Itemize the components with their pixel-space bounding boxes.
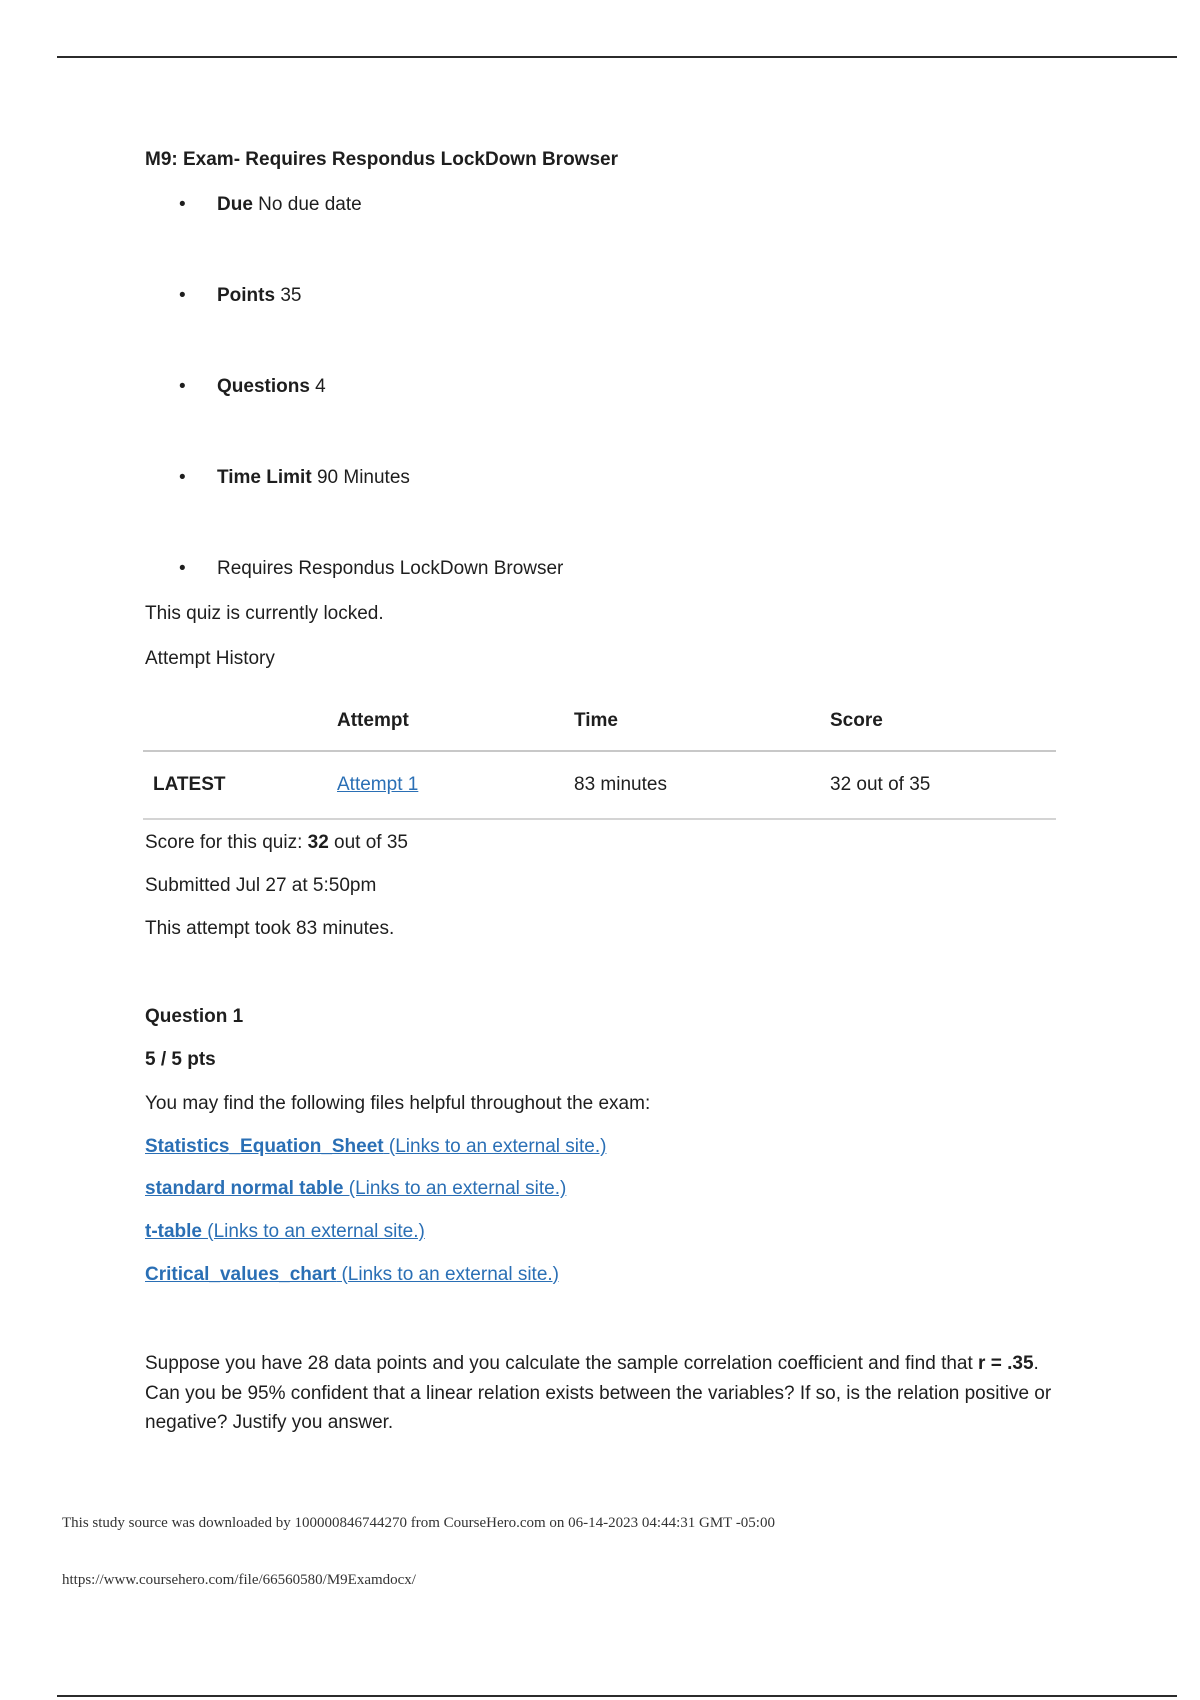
resource-name: Statistics_Equation_Sheet (145, 1135, 384, 1157)
download-notice: This study source was downloaded by 100000846744270 from CourseHero.com on 06-14-2023 04:44:31 GMT -05:00 (62, 1515, 775, 1531)
detail-value: 90 Minutes (311, 466, 410, 488)
resource-link-critical-values[interactable] (145, 1264, 559, 1285)
attempt-history-table (143, 692, 1056, 820)
attempt-duration: This attempt took 83 minutes. (145, 918, 395, 940)
resource-link-equation-sheet[interactable] (145, 1136, 606, 1157)
attempt-cell (327, 751, 564, 819)
header-cell-score: Score (820, 692, 1056, 751)
resource-item (145, 1262, 1075, 1288)
quiz-details-list (145, 192, 1075, 584)
score-suffix: out of 35 (328, 831, 408, 853)
score-value: 32 (307, 831, 329, 853)
header-cell-blank (143, 692, 327, 751)
detail-value: Requires Respondus LockDown Browser (217, 557, 564, 579)
question-intro: You may find the following files helpful throughout the exam: (145, 1093, 651, 1115)
resource-name: standard normal table (145, 1178, 344, 1200)
submitted-time: Submitted Jul 27 at 5:50pm (145, 874, 377, 896)
detail-lockdown (145, 556, 1075, 584)
resource-item (145, 1176, 1075, 1202)
score-summary (145, 830, 1075, 856)
question-text-bold: r = .35 (978, 1353, 1034, 1375)
resource-name: t-table (145, 1221, 202, 1243)
top-rule (57, 56, 1177, 58)
detail-label: Due (217, 193, 253, 215)
table-row (143, 751, 1056, 819)
detail-questions (145, 374, 1075, 465)
attempt-history-label: Attempt History (145, 648, 275, 670)
resource-link-normal-table[interactable] (145, 1178, 566, 1199)
question-points: 5 / 5 pts (145, 1049, 216, 1071)
detail-due (145, 192, 1075, 283)
external-note: (Links to an external site.) (336, 1263, 559, 1285)
detail-label: Questions (217, 375, 310, 397)
resource-link-t-table[interactable] (145, 1221, 425, 1242)
resource-item (145, 1219, 1075, 1245)
resource-item (145, 1134, 1075, 1160)
external-note: (Links to an external site.) (383, 1135, 607, 1157)
locked-notice: This quiz is currently locked. (145, 602, 384, 624)
resource-name: Critical_values_chart (145, 1263, 337, 1285)
external-note: (Links to an external site.) (202, 1221, 425, 1243)
detail-time-limit (145, 465, 1075, 556)
detail-value: 4 (309, 375, 326, 397)
detail-label: Time Limit (217, 466, 312, 488)
detail-value: 35 (275, 284, 302, 306)
external-note: (Links to an external site.) (343, 1178, 567, 1200)
header-cell-attempt: Attempt (327, 692, 564, 751)
score-cell: 32 out of 35 (820, 751, 1056, 819)
attempt-link[interactable]: Attempt 1 (337, 774, 419, 796)
detail-value: No due date (252, 193, 362, 215)
bottom-rule (57, 1695, 1177, 1697)
question-text-after: . Can you be 95% confident that a linear relation exists between the variables? If so, is the relation positive or negative? Justify you answer. (145, 1353, 1052, 1434)
latest-tag: LATEST (143, 751, 327, 819)
detail-label: Points (217, 284, 276, 306)
page-title: M9: Exam- Requires Respondus LockDown Browser (145, 149, 618, 170)
question-text-before: Suppose you have 28 data points and you calculate the sample correlation coefficient and find that (145, 1353, 979, 1375)
detail-points (145, 283, 1075, 374)
question-title: Question 1 (145, 1005, 244, 1027)
table-header-row (143, 692, 1056, 751)
quiz-content (145, 140, 1075, 1438)
score-prefix: Score for this quiz: (145, 831, 308, 853)
source-url: https://www.coursehero.com/file/66560580/M9Examdocx/ (62, 1572, 416, 1588)
question-text (145, 1349, 1075, 1437)
time-cell: 83 minutes (564, 751, 820, 819)
header-cell-time: Time (564, 692, 820, 751)
